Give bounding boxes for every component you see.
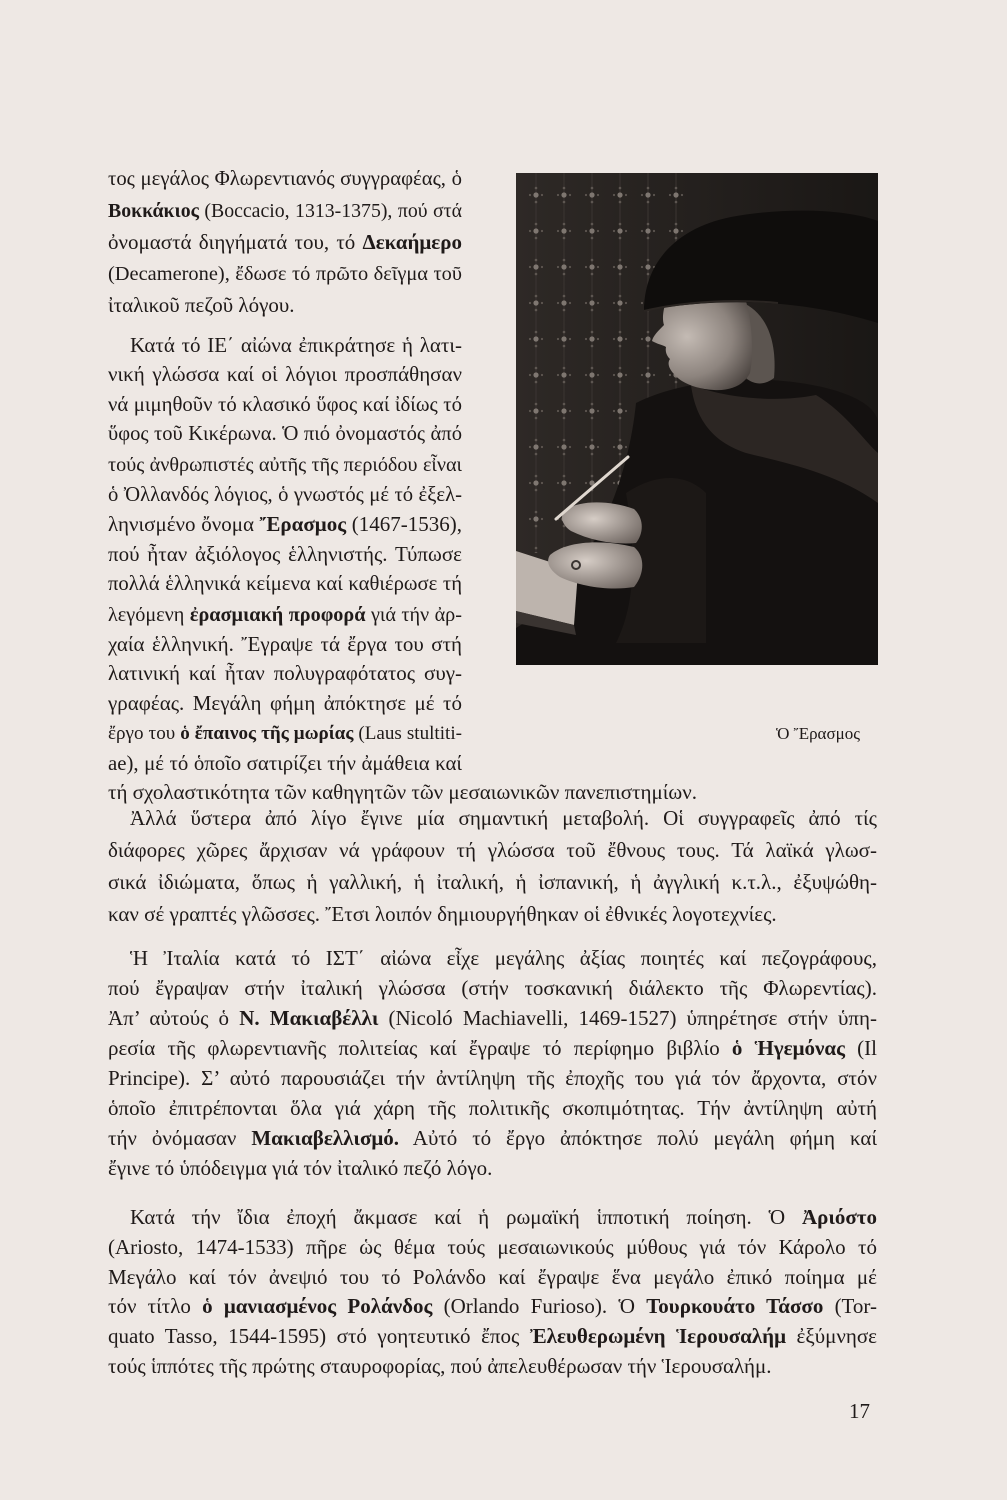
bold-term: Ἀριόστο [801, 1205, 877, 1229]
text-run: τήν ὀνόμασαν [108, 1126, 252, 1150]
text-run: ἔγινε τό ὑπόδειγμα γιά τόν ἰταλικό πεζό λόγο. [108, 1156, 493, 1180]
text-line [108, 195, 462, 227]
text-line [108, 834, 877, 866]
bold-term: Ν. Μακιαβέλλι [239, 1006, 379, 1030]
text-line [108, 1153, 492, 1183]
line-content [108, 659, 462, 688]
line-content [108, 601, 462, 630]
text-run: ἐξύμνησε [786, 1324, 877, 1349]
text-line [108, 802, 877, 834]
line-content [108, 164, 462, 195]
text-line [108, 600, 462, 630]
line-content [108, 390, 462, 419]
bold-term: Βοκκάκιος [108, 200, 199, 222]
line-content [108, 1003, 877, 1033]
text-run: ὁ Ὀλλανδός λόγιος, ὁ γνωστός μέ τό ἐξελ- [108, 484, 462, 507]
text-line [108, 718, 462, 748]
page-number: 17 [849, 1399, 870, 1423]
text-line [108, 419, 462, 449]
line-content [108, 1352, 772, 1382]
text-run: Ἀπ’ αὐτούς ὁ [108, 1006, 240, 1030]
line-content [108, 1263, 877, 1293]
text-run: (Ariosto, 1474-1533) πῆρε ὡς θέμα τούς μεσαιωνικούς μύθους γιά τόν Κάρολο τό [108, 1234, 877, 1259]
text-line [108, 1033, 877, 1063]
line-content [108, 1292, 877, 1322]
figure-caption: Ὁ Ἔρασμος [776, 724, 860, 743]
text-run: ἰταλικοῦ πεζοῦ λόγου. [108, 293, 295, 317]
text-run: quato Tasso, 1544-1595) στό γοητευτικό ἔπος [108, 1324, 530, 1349]
bold-term: Μακιαβελλισμό. [251, 1126, 400, 1150]
paragraph-ariosto-tasso [108, 1203, 877, 1382]
text-line [108, 1123, 877, 1153]
text-run: τος μεγάλος Φλωρεντιανός συγγραφέας, ὁ [108, 168, 462, 190]
text-line [108, 1063, 877, 1093]
text-run: (Laus stultiti- [353, 723, 462, 745]
text-run: πολλά ἑλληνικά κείμενα καί καθιέρωσε τή [108, 573, 462, 596]
line-content [108, 290, 295, 321]
text-line [108, 1352, 772, 1382]
text-line [108, 390, 462, 419]
text-line [108, 1203, 877, 1233]
text-line [108, 689, 462, 718]
line-content [130, 943, 877, 973]
line-content [108, 259, 462, 290]
line-content [108, 360, 462, 389]
bold-term: Τουρκουάτο Τάσσο [646, 1294, 824, 1319]
text-run: πού ἦταν ἀξιόλογος ἑλληνιστής. Τύπωσε [108, 541, 462, 566]
text-run: λεγόμενη [108, 603, 190, 626]
text-line [108, 898, 777, 930]
text-run: διάφορες χῶρες ἄρχισαν νά γράφουν τή γλώσσα τοῦ ἔθνους τους. Τά λαϊκά γλωσ- [108, 838, 877, 862]
text-run: Ἀλλά ὕστερα ἀπό λίγο ἔγινε μία σημαντική μεταβολή. Οἱ συγγραφεῖς ἀπό τίς [130, 806, 877, 830]
bold-term: ὁ Ἡγεμόνας [731, 1036, 845, 1060]
bold-term: ἐρασμιακή προφορά [189, 603, 366, 626]
line-content [108, 1153, 492, 1183]
text-run: ληνισμένο ὄνομα [108, 512, 260, 537]
line-content [130, 331, 462, 360]
text-run: (Nicoló Machiavelli, 1469-1527) ὑπηρέτησε στήν ὑπη- [378, 1006, 877, 1030]
bold-term: Δεκαήμερο [362, 230, 462, 254]
bold-term: ὁ ἔπαινος τῆς μωρίας [180, 723, 354, 745]
text-run: τόν τίτλο [108, 1294, 203, 1319]
text-line [108, 360, 462, 389]
line-content [108, 196, 462, 227]
text-run: Principe). Σ’ αὐτό παρουσιάζει τήν ἀντίληψη τῆς ἐποχῆς του γιά τόν ἄρχοντα, στόν [108, 1066, 877, 1090]
line-content [108, 689, 462, 718]
text-line [108, 866, 877, 898]
bold-term: Ἔρασμος [259, 512, 347, 537]
text-line [108, 1263, 877, 1293]
text-run: τούς ἱππότες τῆς πρώτης σταυροφορίας, πού ἀπελευθέρωσαν τήν Ἱερουσαλήμ. [108, 1353, 772, 1378]
text-run: γιά τήν ἀρ- [365, 603, 462, 626]
line-content [108, 973, 877, 1003]
bold-term: Ἐλευθερωμένη Ἱερουσαλήμ [529, 1324, 787, 1349]
line-content [108, 227, 462, 258]
text-line [108, 749, 462, 778]
text-line [108, 630, 462, 659]
text-run: γραφέας. Μεγάλη φήμη ἀπόκτησε μέ τό [108, 690, 462, 715]
paragraph-national-literatures [108, 802, 877, 930]
text-run: Κατά τό ΙΕ΄ αἰώνα ἐπικράτησε ἡ λατι- [130, 333, 462, 357]
line-content [108, 540, 462, 569]
text-run: (Boccacio, 1313-1375), πού στά [198, 200, 462, 222]
line-content [108, 1063, 877, 1093]
bold-term: ὁ μανιασμένος Ρολάνδος [202, 1294, 433, 1319]
text-line [108, 1292, 877, 1322]
text-run: Μεγάλο καί τόν ἀνεψιό του τό Ρολάνδο καί ἔγραψε ἕνα μεγάλο ἐπικό ποίημα μέ [108, 1264, 877, 1289]
line-content [108, 1123, 877, 1153]
text-run: τή σχολαστικότητα τῶν καθηγητῶν τῶν μεσαιωνικῶν πανεπιστημίων. [108, 780, 697, 805]
text-run: νική γλώσσα καί οἱ λόγιοι προσπάθησαν [108, 362, 462, 387]
text-line [108, 1322, 877, 1352]
text-line [108, 1093, 877, 1123]
line-content [108, 451, 462, 480]
paragraph-machiavelli [108, 943, 877, 1183]
line-content [108, 630, 462, 659]
text-run: ἔργο του [108, 723, 181, 745]
line-content [108, 481, 462, 510]
text-run: νά μιμηθοῦν τό κλασικό ὕφος καί ἰδίως τό [108, 392, 462, 416]
text-line [108, 450, 462, 480]
text-line [108, 1003, 877, 1033]
text-run: λατινική καί ἦταν πολυγραφότατος συγ- [108, 661, 462, 686]
text-run: Κατά τήν ἴδια ἐποχή ἄκμασε καί ἡ ρωμαϊκή ἱπποτική ποίηση. Ὁ [130, 1205, 802, 1229]
text-run: ὁποῖο ἐπιτρέπονται ὅλα γιά χάρη τῆς πολιτικῆς σκοπιμότητας. Τήν ἀντίληψη αὐτή [108, 1096, 877, 1120]
text-run: χαία ἑλληνική. Ἔγραψε τά ἔργα του στή [108, 632, 462, 657]
line-content [108, 510, 462, 539]
line-content [108, 1093, 877, 1123]
text-line [108, 569, 462, 599]
text-line [108, 943, 877, 973]
line-content [108, 834, 877, 866]
text-line [108, 331, 462, 360]
line-content [130, 802, 877, 834]
text-line [108, 1233, 877, 1263]
text-line [108, 258, 462, 290]
line-content [130, 1203, 877, 1233]
erasmus-portrait [516, 173, 878, 665]
text-run: (1467-1536), [346, 512, 462, 537]
text-line [108, 510, 462, 539]
text-run: (Il [844, 1036, 877, 1060]
text-run: Ἡ Ἰταλία κατά τό ΙΣΤ΄ αἰώνα εἶχε μεγάλης ἀξίας ποιητές καί πεζογράφους, [130, 946, 877, 970]
text-run: καν σέ γραπτές γλῶσσες. Ἔτσι λοιπόν δημιουργήθηκαν οἱ ἐθνικές λογοτεχνίες. [108, 902, 777, 926]
text-line [108, 540, 462, 569]
paragraph-erasmus [108, 331, 697, 808]
text-run: (Decamerone), ἔδωσε τό πρῶτο δεῖγμα τοῦ [108, 263, 462, 285]
text-run: ὕφος τοῦ Κικέρωνα. Ὁ πιό ὀνομαστός ἀπό [108, 423, 462, 446]
line-content [108, 719, 462, 748]
text-line [108, 659, 462, 688]
line-content [108, 898, 777, 930]
text-run: ὀνομαστά διηγήματά του, τό [108, 230, 363, 254]
line-content [108, 866, 877, 898]
text-run: (Orlando Furioso). Ὁ [432, 1294, 647, 1319]
paragraph-boccaccio [108, 163, 462, 321]
text-run: σικά ἰδιώματα, ὅπως ἡ γαλλική, ἡ ἰταλική, ἡ ἰσπανική, ἡ ἀγγλική κ.τ.λ., ἐξυψώθη- [108, 870, 877, 894]
line-content [108, 1233, 877, 1263]
line-content [108, 570, 462, 599]
text-line [108, 290, 295, 321]
text-run: (Tor- [823, 1294, 877, 1319]
line-content [108, 1033, 877, 1063]
text-run: τούς ἀνθρωπιστές αὐτῆς τῆς περιόδου εἶναι [108, 453, 462, 476]
line-content [108, 1322, 877, 1352]
text-line [108, 227, 462, 258]
text-line [108, 973, 877, 1003]
text-run: Αὐτό τό ἔργο ἀπόκτησε πολύ μεγάλη φήμη καί [399, 1126, 877, 1150]
text-line [108, 163, 462, 195]
line-content [108, 420, 462, 449]
text-run: πού ἔγραψαν στήν ἰταλική γλώσσα (στήν τοσκανική διάλεκτο τῆς Φλωρεντίας). [108, 976, 877, 1000]
text-run: ae), μέ τό ὁποῖο σατιρίζει τήν ἀμάθεια καί [108, 750, 462, 775]
line-content [108, 749, 462, 778]
text-line [108, 480, 462, 510]
text-run: ρεσία τῆς φλωρεντιανῆς πολιτείας καί ἔγραψε τό περίφημο βιβλίο [108, 1036, 732, 1060]
